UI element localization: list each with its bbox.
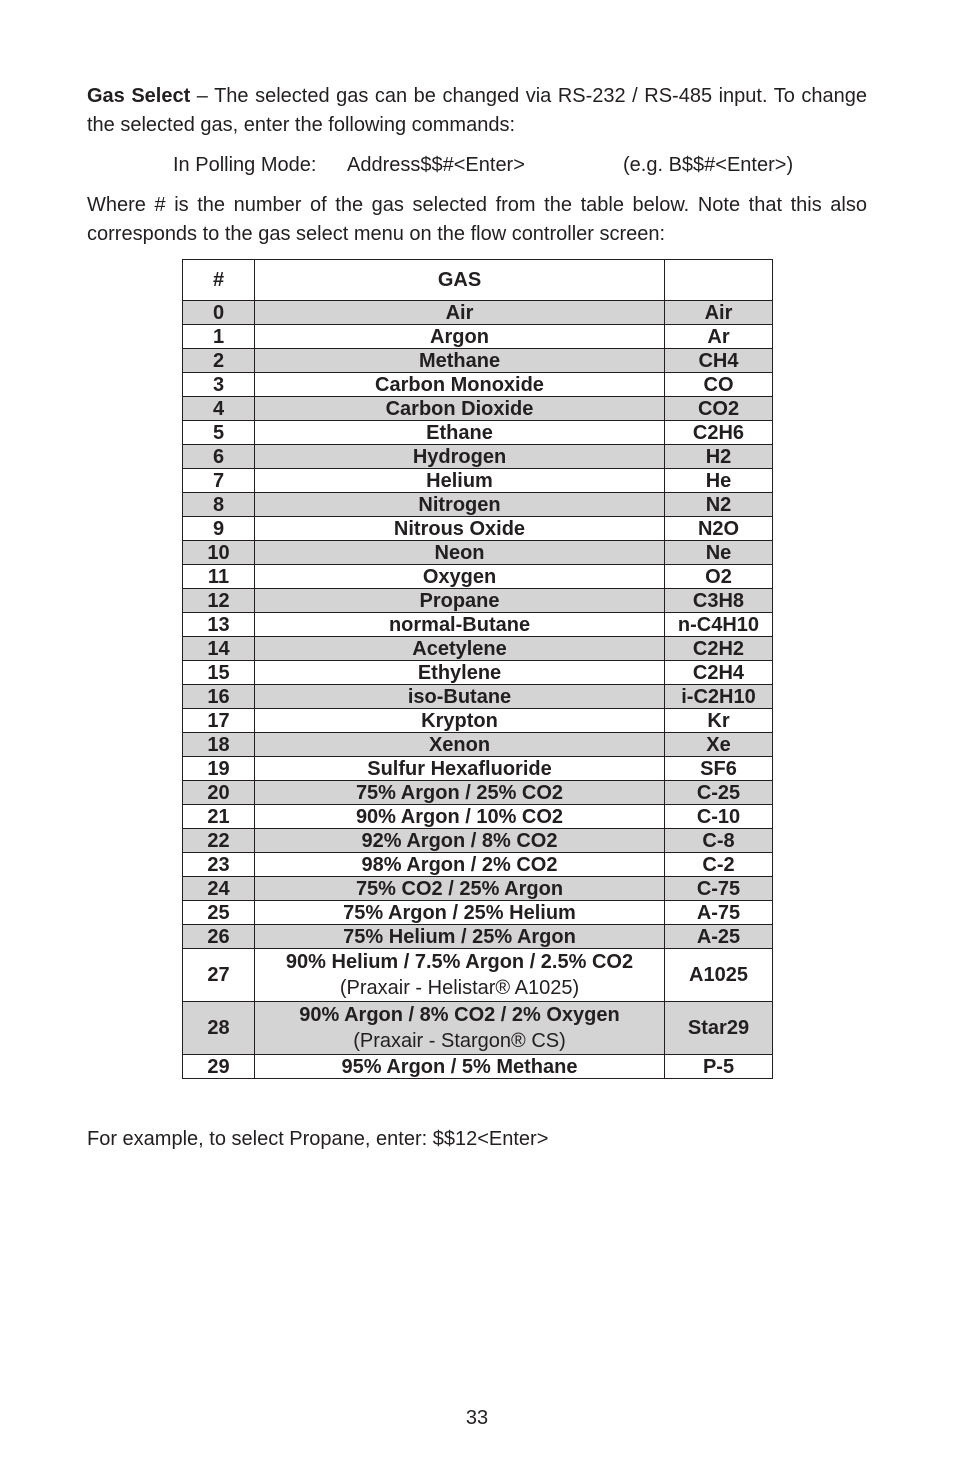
table-row [183,397,773,421]
gas-name: Ethylene [417,661,502,684]
gas-name: Carbon Dioxide [385,397,534,420]
table-row [183,781,773,805]
gas-name-cell [255,709,665,733]
table-row [183,493,773,517]
gas-name: iso-Butane [407,685,512,708]
gas-name-cell [255,1002,665,1055]
gas-name-cell [255,301,665,325]
gas-code: n-C4H10 [665,613,773,637]
gas-number: 6 [183,445,255,469]
gas-number: 10 [183,541,255,565]
gas-name-cell [255,397,665,421]
page-number: 33 [465,1407,489,1429]
gas-name: 98% Argon / 2% CO2 [361,853,558,876]
gas-code: A-25 [665,925,773,949]
gas-number: 2 [183,349,255,373]
gas-name-cell [255,541,665,565]
gas-name: 75% Argon / 25% Helium [343,901,576,924]
intro-paragraph [87,82,867,140]
gas-code: H2 [665,445,773,469]
gas-name: Xenon [428,733,491,756]
gas-name: Argon [430,325,489,348]
gas-name-cell [255,661,665,685]
gas-name-cell [255,589,665,613]
table-header-row [183,260,773,301]
gas-name-cell [255,637,665,661]
gas-name-cell [255,613,665,637]
gas-name: Ethane [426,421,493,444]
gas-table [182,259,773,1079]
gas-name-cell [255,805,665,829]
gas-trade-name: (Praxair - Stargon® CS) [353,1030,566,1052]
gas-name-cell [255,1055,665,1079]
gas-name: Acetylene [412,637,507,660]
gas-trade-name: (Praxair - Helistar® A1025) [339,977,580,999]
gas-number: 12 [183,589,255,613]
gas-name-cell [255,493,665,517]
header-gas: GAS [255,260,665,301]
gas-code: CO2 [665,397,773,421]
header-code [665,260,773,301]
table-row [183,613,773,637]
gas-name: Krypton [421,709,498,732]
gas-number: 20 [183,781,255,805]
table-row [183,805,773,829]
gas-name: Neon [434,541,485,564]
gas-code: Ar [665,325,773,349]
command-label: In Polling Mode: [173,154,317,176]
gas-number: 4 [183,397,255,421]
gas-code: Xe [665,733,773,757]
table-row [183,853,773,877]
gas-code: i-C2H10 [665,685,773,709]
table-row [183,709,773,733]
gas-name-cell [255,877,665,901]
gas-number: 5 [183,421,255,445]
gas-code: C-10 [665,805,773,829]
gas-name: Methane [418,349,501,372]
command-syntax: Address$$#<Enter> [347,154,525,176]
gas-name-cell [255,373,665,397]
table-row [183,541,773,565]
gas-name: Nitrogen [418,493,501,516]
table-row [183,757,773,781]
gas-name-cell [255,565,665,589]
gas-name: 90% Argon / 8% CO2 / 2% Oxygen [299,1004,620,1026]
gas-name: 90% Helium / 7.5% Argon / 2.5% CO2 [285,951,634,973]
gas-number: 15 [183,661,255,685]
gas-number: 23 [183,853,255,877]
gas-name-cell [255,421,665,445]
gas-number: 25 [183,901,255,925]
table-row [183,1002,773,1055]
table-row [183,469,773,493]
gas-name-cell [255,925,665,949]
gas-code: C3H8 [665,589,773,613]
table-row [183,685,773,709]
gas-name-cell [255,349,665,373]
gas-number: 27 [183,949,255,1002]
gas-number: 13 [183,613,255,637]
gas-name: 75% Argon / 25% CO2 [355,781,564,804]
gas-name-cell [255,733,665,757]
gas-name-cell [255,469,665,493]
gas-name: Oxygen [422,565,497,588]
gas-code: C-2 [665,853,773,877]
gas-name: 90% Argon / 10% CO2 [355,805,564,828]
gas-name: 92% Argon / 8% CO2 [361,829,558,852]
table-row [183,637,773,661]
gas-name: Carbon Monoxide [375,373,544,396]
gas-number: 16 [183,685,255,709]
table-row [183,733,773,757]
table-row [183,565,773,589]
gas-number: 17 [183,709,255,733]
gas-code: C2H6 [665,421,773,445]
gas-number: 18 [183,733,255,757]
gas-name-cell [255,757,665,781]
gas-number: 24 [183,877,255,901]
gas-code: SF6 [665,757,773,781]
gas-name-cell [255,325,665,349]
gas-number: 0 [183,301,255,325]
gas-code: P-5 [665,1055,773,1079]
gas-code: N2O [665,517,773,541]
gas-number: 14 [183,637,255,661]
gas-number: 21 [183,805,255,829]
gas-name-cell [255,781,665,805]
gas-name-cell [255,829,665,853]
gas-code: Kr [665,709,773,733]
gas-name: Sulfur Hexafluoride [367,757,552,780]
gas-number: 11 [183,565,255,589]
gas-number: 7 [183,469,255,493]
table-row [183,1055,773,1079]
table-row [183,373,773,397]
table-row [183,829,773,853]
table-row [183,349,773,373]
gas-code: He [665,469,773,493]
command-example: (e.g. B$$#<Enter>) [623,154,794,176]
gas-name-cell [255,517,665,541]
gas-number: 29 [183,1055,255,1079]
table-row [183,877,773,901]
gas-code: A-75 [665,901,773,925]
gas-name-cell [255,949,665,1002]
gas-code: N2 [665,493,773,517]
gas-number: 9 [183,517,255,541]
gas-name: Helium [426,469,493,492]
gas-code: C-25 [665,781,773,805]
gas-number: 1 [183,325,255,349]
gas-name: 95% Argon / 5% Methane [341,1055,578,1078]
table-row [183,949,773,1002]
gas-name-cell [255,685,665,709]
gas-name: Air [445,301,474,324]
table-row [183,445,773,469]
table-row [183,901,773,925]
example-paragraph: For example, to select Propane, enter: $$12<Enter> [87,1128,549,1150]
gas-code: CH4 [665,349,773,373]
gas-number: 3 [183,373,255,397]
gas-code: C-75 [665,877,773,901]
gas-code: A1025 [665,949,773,1002]
table-row [183,421,773,445]
header-number: # [183,260,255,301]
gas-code: C2H2 [665,637,773,661]
gas-code: Star29 [665,1002,773,1055]
gas-code: C-8 [665,829,773,853]
gas-number: 28 [183,1002,255,1055]
gas-name: Nitrous Oxide [393,517,526,540]
gas-table-body [183,301,773,1079]
gas-number: 19 [183,757,255,781]
gas-name: Hydrogen [412,445,507,468]
gas-code: C2H4 [665,661,773,685]
gas-name: normal-Butane [388,613,531,636]
gas-name-cell [255,901,665,925]
section-title: Gas Select [87,85,191,107]
table-row [183,517,773,541]
gas-code: CO [665,373,773,397]
gas-name: 75% Helium / 25% Argon [343,925,576,948]
gas-name: 75% CO2 / 25% Argon [355,877,564,900]
table-row [183,325,773,349]
table-row [183,301,773,325]
gas-name-cell [255,853,665,877]
table-row [183,925,773,949]
gas-number: 26 [183,925,255,949]
gas-name-cell [255,445,665,469]
gas-code: Air [665,301,773,325]
table-row [183,589,773,613]
gas-number: 8 [183,493,255,517]
gas-code: O2 [665,565,773,589]
gas-number: 22 [183,829,255,853]
note-paragraph: Where # is the number of the gas selected from the table below. Note that this also corresponds to the gas select menu on the flow controller screen: [87,194,867,245]
table-row [183,661,773,685]
gas-name: Propane [419,589,500,612]
gas-code: Ne [665,541,773,565]
intro-text: – The selected gas can be changed via RS-232 / RS-485 input. To change the selected gas, enter the following commands: [87,85,867,136]
